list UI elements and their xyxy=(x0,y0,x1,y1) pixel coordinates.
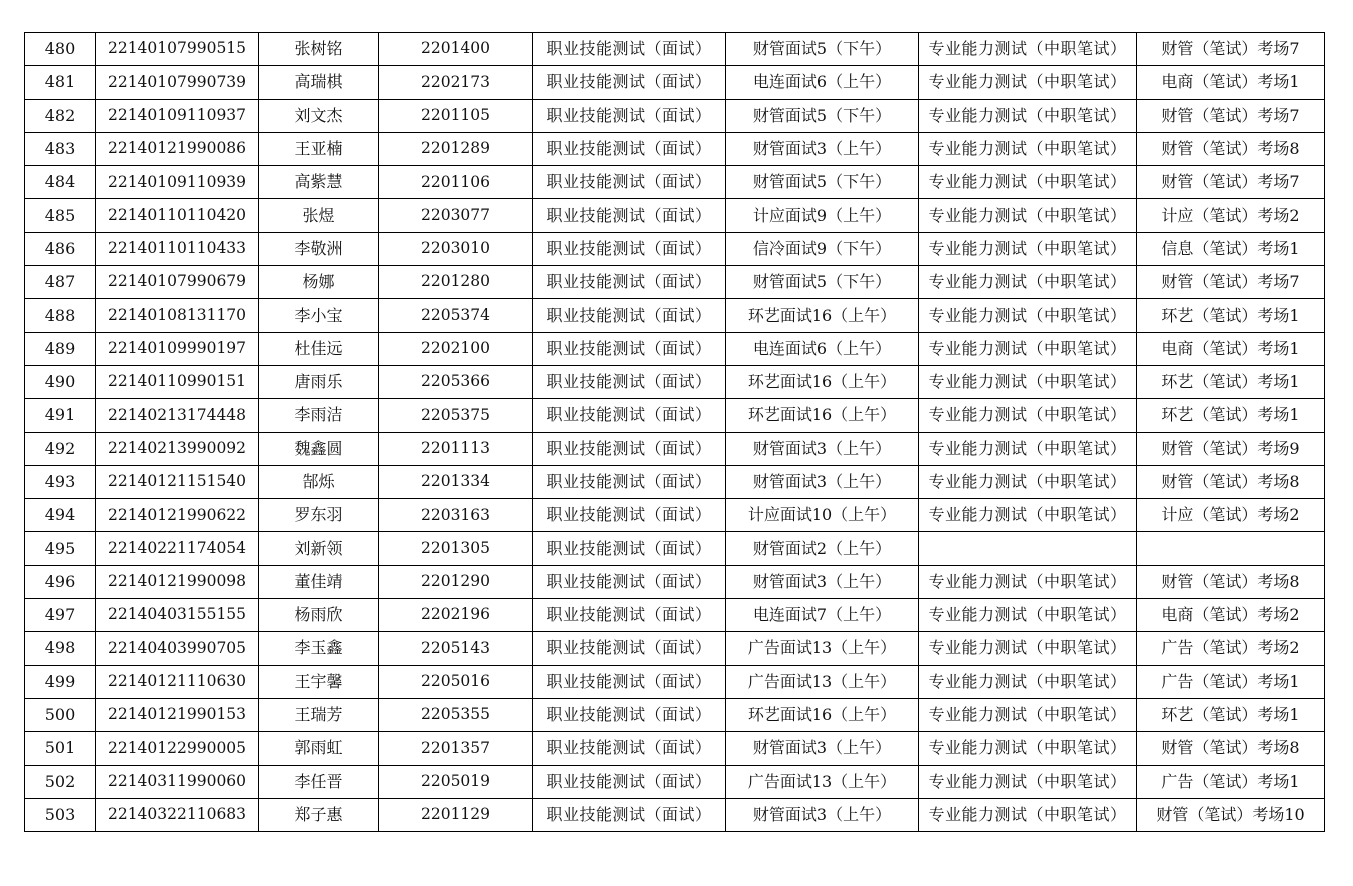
exam1-subject-cell: 职业技能测试（面试） xyxy=(533,266,726,299)
exam2-subject-cell: 专业能力测试（中职笔试） xyxy=(919,665,1137,698)
registration-number-cell: 22140109110939 xyxy=(96,166,259,199)
exam1-room-cell: 环艺面试16（上午） xyxy=(726,299,919,332)
exam2-room-cell: 财管（笔试）考场7 xyxy=(1137,266,1325,299)
exam2-subject-cell: 专业能力测试（中职笔试） xyxy=(919,232,1137,265)
table-row xyxy=(25,465,1325,498)
seq-cell: 495 xyxy=(25,532,96,565)
exam2-room-cell: 环艺（笔试）考场1 xyxy=(1137,399,1325,432)
exam2-room-cell: 广告（笔试）考场1 xyxy=(1137,665,1325,698)
name-cell: 唐雨乐 xyxy=(259,365,379,398)
name-cell: 刘文杰 xyxy=(259,99,379,132)
applicant-number-cell: 2201334 xyxy=(379,465,533,498)
exam1-room-cell: 财管面试5（下午） xyxy=(726,33,919,66)
exam1-room-cell: 环艺面试16（上午） xyxy=(726,399,919,432)
table-row xyxy=(25,33,1325,66)
exam1-subject-cell: 职业技能测试（面试） xyxy=(533,432,726,465)
registration-number-cell: 22140121990098 xyxy=(96,565,259,598)
registration-number-cell: 22140109110937 xyxy=(96,99,259,132)
applicant-number-cell: 2201129 xyxy=(379,798,533,831)
applicant-number-cell: 2203163 xyxy=(379,499,533,532)
exam1-room-cell: 广告面试13（上午） xyxy=(726,632,919,665)
exam2-subject-cell: 专业能力测试（中职笔试） xyxy=(919,266,1137,299)
exam1-subject-cell: 职业技能测试（面试） xyxy=(533,698,726,731)
exam1-subject-cell: 职业技能测试（面试） xyxy=(533,632,726,665)
registration-number-cell: 22140403990705 xyxy=(96,632,259,665)
applicant-number-cell: 2201106 xyxy=(379,166,533,199)
exam2-subject-cell: 专业能力测试（中职笔试） xyxy=(919,499,1137,532)
registration-number-cell: 22140311990060 xyxy=(96,765,259,798)
exam1-room-cell: 财管面试3（上午） xyxy=(726,432,919,465)
exam1-room-cell: 广告面试13（上午） xyxy=(726,765,919,798)
registration-number-cell: 22140221174054 xyxy=(96,532,259,565)
exam1-subject-cell: 职业技能测试（面试） xyxy=(533,33,726,66)
table-row xyxy=(25,399,1325,432)
exam2-subject-cell: 专业能力测试（中职笔试） xyxy=(919,765,1137,798)
seq-cell: 483 xyxy=(25,132,96,165)
exam2-subject-cell: 专业能力测试（中职笔试） xyxy=(919,698,1137,731)
exam2-room-cell: 计应（笔试）考场2 xyxy=(1137,199,1325,232)
seq-cell: 486 xyxy=(25,232,96,265)
table-row xyxy=(25,698,1325,731)
exam2-subject-cell: 专业能力测试（中职笔试） xyxy=(919,565,1137,598)
exam2-room-cell: 广告（笔试）考场2 xyxy=(1137,632,1325,665)
exam2-room-cell: 财管（笔试）考场7 xyxy=(1137,99,1325,132)
exam1-subject-cell: 职业技能测试（面试） xyxy=(533,199,726,232)
applicant-number-cell: 2201280 xyxy=(379,266,533,299)
exam2-room-cell: 财管（笔试）考场7 xyxy=(1137,166,1325,199)
applicant-number-cell: 2205016 xyxy=(379,665,533,698)
exam2-room-cell: 信息（笔试）考场1 xyxy=(1137,232,1325,265)
applicant-number-cell: 2203010 xyxy=(379,232,533,265)
registration-number-cell: 22140107990515 xyxy=(96,33,259,66)
exam1-subject-cell: 职业技能测试（面试） xyxy=(533,299,726,332)
exam2-room-cell: 电商（笔试）考场1 xyxy=(1137,332,1325,365)
applicant-number-cell: 2201290 xyxy=(379,565,533,598)
registration-number-cell: 22140122990005 xyxy=(96,732,259,765)
name-cell: 杨雨欣 xyxy=(259,599,379,632)
table-row xyxy=(25,499,1325,532)
exam1-room-cell: 信冷面试9（下午） xyxy=(726,232,919,265)
name-cell: 高瑞棋 xyxy=(259,66,379,99)
applicant-number-cell: 2201305 xyxy=(379,532,533,565)
registration-number-cell: 22140121990622 xyxy=(96,499,259,532)
exam2-subject-cell: 专业能力测试（中职笔试） xyxy=(919,399,1137,432)
name-cell: 罗东羽 xyxy=(259,499,379,532)
seq-cell: 480 xyxy=(25,33,96,66)
table-row xyxy=(25,665,1325,698)
name-cell: 郜烁 xyxy=(259,465,379,498)
name-cell: 杜佳远 xyxy=(259,332,379,365)
registration-number-cell: 22140121110630 xyxy=(96,665,259,698)
seq-cell: 494 xyxy=(25,499,96,532)
applicant-number-cell: 2205366 xyxy=(379,365,533,398)
exam2-room-cell: 环艺（笔试）考场1 xyxy=(1137,299,1325,332)
table-row xyxy=(25,365,1325,398)
exam2-subject-cell: 专业能力测试（中职笔试） xyxy=(919,798,1137,831)
exam1-room-cell: 电连面试7（上午） xyxy=(726,599,919,632)
exam1-subject-cell: 职业技能测试（面试） xyxy=(533,732,726,765)
exam1-subject-cell: 职业技能测试（面试） xyxy=(533,465,726,498)
exam2-room-cell: 财管（笔试）考场8 xyxy=(1137,465,1325,498)
name-cell: 郑子惠 xyxy=(259,798,379,831)
applicant-number-cell: 2202173 xyxy=(379,66,533,99)
exam1-subject-cell: 职业技能测试（面试） xyxy=(533,166,726,199)
exam1-room-cell: 财管面试3（上午） xyxy=(726,798,919,831)
exam1-subject-cell: 职业技能测试（面试） xyxy=(533,365,726,398)
table-row xyxy=(25,798,1325,831)
seq-cell: 489 xyxy=(25,332,96,365)
seq-cell: 490 xyxy=(25,365,96,398)
applicant-number-cell: 2203077 xyxy=(379,199,533,232)
exam2-room-cell xyxy=(1137,532,1325,565)
exam2-subject-cell: 专业能力测试（中职笔试） xyxy=(919,199,1137,232)
exam1-room-cell: 计应面试10（上午） xyxy=(726,499,919,532)
seq-cell: 497 xyxy=(25,599,96,632)
registration-number-cell: 22140107990739 xyxy=(96,66,259,99)
applicant-number-cell: 2202100 xyxy=(379,332,533,365)
seq-cell: 499 xyxy=(25,665,96,698)
seq-cell: 491 xyxy=(25,399,96,432)
name-cell: 李雨洁 xyxy=(259,399,379,432)
exam1-subject-cell: 职业技能测试（面试） xyxy=(533,332,726,365)
exam2-room-cell: 广告（笔试）考场1 xyxy=(1137,765,1325,798)
table-row xyxy=(25,332,1325,365)
applicant-number-cell: 2205375 xyxy=(379,399,533,432)
exam1-room-cell: 财管面试3（上午） xyxy=(726,132,919,165)
exam2-room-cell: 电商（笔试）考场2 xyxy=(1137,599,1325,632)
exam2-room-cell: 环艺（笔试）考场1 xyxy=(1137,365,1325,398)
exam2-subject-cell: 专业能力测试（中职笔试） xyxy=(919,299,1137,332)
applicant-number-cell: 2201113 xyxy=(379,432,533,465)
exam2-room-cell: 电商（笔试）考场1 xyxy=(1137,66,1325,99)
seq-cell: 485 xyxy=(25,199,96,232)
exam1-room-cell: 财管面试5（下午） xyxy=(726,99,919,132)
seq-cell: 501 xyxy=(25,732,96,765)
table-row xyxy=(25,266,1325,299)
registration-number-cell: 22140213990092 xyxy=(96,432,259,465)
seq-cell: 498 xyxy=(25,632,96,665)
exam1-room-cell: 财管面试3（上午） xyxy=(726,465,919,498)
table-row xyxy=(25,299,1325,332)
exam2-subject-cell xyxy=(919,532,1137,565)
registration-number-cell: 22140108131170 xyxy=(96,299,259,332)
registration-number-cell: 22140110990151 xyxy=(96,365,259,398)
registration-number-cell: 22140322110683 xyxy=(96,798,259,831)
table-row xyxy=(25,765,1325,798)
name-cell: 高紫慧 xyxy=(259,166,379,199)
registration-number-cell: 22140110110433 xyxy=(96,232,259,265)
exam1-room-cell: 财管面试2（上午） xyxy=(726,532,919,565)
seq-cell: 492 xyxy=(25,432,96,465)
exam1-room-cell: 环艺面试16（上午） xyxy=(726,365,919,398)
name-cell: 张煜 xyxy=(259,199,379,232)
applicant-number-cell: 2201357 xyxy=(379,732,533,765)
exam1-room-cell: 财管面试5（下午） xyxy=(726,266,919,299)
table-body xyxy=(25,33,1325,832)
exam2-subject-cell: 专业能力测试（中职笔试） xyxy=(919,599,1137,632)
exam2-room-cell: 财管（笔试）考场8 xyxy=(1137,732,1325,765)
exam2-subject-cell: 专业能力测试（中职笔试） xyxy=(919,66,1137,99)
table-row xyxy=(25,432,1325,465)
table-row xyxy=(25,565,1325,598)
exam1-room-cell: 财管面试3（上午） xyxy=(726,732,919,765)
name-cell: 李敬洲 xyxy=(259,232,379,265)
exam2-room-cell: 计应（笔试）考场2 xyxy=(1137,499,1325,532)
exam2-room-cell: 财管（笔试）考场9 xyxy=(1137,432,1325,465)
exam2-subject-cell: 专业能力测试（中职笔试） xyxy=(919,365,1137,398)
name-cell: 杨娜 xyxy=(259,266,379,299)
exam2-subject-cell: 专业能力测试（中职笔试） xyxy=(919,732,1137,765)
registration-number-cell: 22140110110420 xyxy=(96,199,259,232)
exam2-subject-cell: 专业能力测试（中职笔试） xyxy=(919,33,1137,66)
applicant-number-cell: 2205019 xyxy=(379,765,533,798)
exam1-subject-cell: 职业技能测试（面试） xyxy=(533,532,726,565)
table-row xyxy=(25,732,1325,765)
exam1-subject-cell: 职业技能测试（面试） xyxy=(533,765,726,798)
name-cell: 李小宝 xyxy=(259,299,379,332)
exam1-subject-cell: 职业技能测试（面试） xyxy=(533,399,726,432)
table-row xyxy=(25,132,1325,165)
seq-cell: 493 xyxy=(25,465,96,498)
applicant-number-cell: 2201105 xyxy=(379,99,533,132)
seq-cell: 481 xyxy=(25,66,96,99)
applicant-number-cell: 2201400 xyxy=(379,33,533,66)
exam1-room-cell: 财管面试3（上午） xyxy=(726,565,919,598)
name-cell: 李任晋 xyxy=(259,765,379,798)
exam2-room-cell: 环艺（笔试）考场1 xyxy=(1137,698,1325,731)
seq-cell: 482 xyxy=(25,99,96,132)
registration-number-cell: 22140121151540 xyxy=(96,465,259,498)
applicant-number-cell: 2201289 xyxy=(379,132,533,165)
exam-assignment-table xyxy=(24,32,1325,832)
name-cell: 王宇馨 xyxy=(259,665,379,698)
exam1-subject-cell: 职业技能测试（面试） xyxy=(533,798,726,831)
seq-cell: 484 xyxy=(25,166,96,199)
exam2-subject-cell: 专业能力测试（中职笔试） xyxy=(919,99,1137,132)
exam1-subject-cell: 职业技能测试（面试） xyxy=(533,99,726,132)
exam2-subject-cell: 专业能力测试（中职笔试） xyxy=(919,432,1137,465)
exam2-room-cell: 财管（笔试）考场8 xyxy=(1137,565,1325,598)
applicant-number-cell: 2205143 xyxy=(379,632,533,665)
exam1-room-cell: 财管面试5（下午） xyxy=(726,166,919,199)
exam2-subject-cell: 专业能力测试（中职笔试） xyxy=(919,465,1137,498)
registration-number-cell: 22140403155155 xyxy=(96,599,259,632)
exam1-subject-cell: 职业技能测试（面试） xyxy=(533,132,726,165)
applicant-number-cell: 2205374 xyxy=(379,299,533,332)
exam1-room-cell: 广告面试13（上午） xyxy=(726,665,919,698)
exam1-room-cell: 计应面试9（上午） xyxy=(726,199,919,232)
table-row xyxy=(25,632,1325,665)
exam2-subject-cell: 专业能力测试（中职笔试） xyxy=(919,632,1137,665)
exam1-subject-cell: 职业技能测试（面试） xyxy=(533,499,726,532)
exam1-subject-cell: 职业技能测试（面试） xyxy=(533,66,726,99)
exam2-subject-cell: 专业能力测试（中职笔试） xyxy=(919,166,1137,199)
table-row xyxy=(25,199,1325,232)
registration-number-cell: 22140109990197 xyxy=(96,332,259,365)
exam1-subject-cell: 职业技能测试（面试） xyxy=(533,665,726,698)
seq-cell: 503 xyxy=(25,798,96,831)
exam2-room-cell: 财管（笔试）考场7 xyxy=(1137,33,1325,66)
seq-cell: 502 xyxy=(25,765,96,798)
exam2-room-cell: 财管（笔试）考场8 xyxy=(1137,132,1325,165)
seq-cell: 496 xyxy=(25,565,96,598)
table-row xyxy=(25,166,1325,199)
name-cell: 王亚楠 xyxy=(259,132,379,165)
registration-number-cell: 22140107990679 xyxy=(96,266,259,299)
exam1-room-cell: 电连面试6（上午） xyxy=(726,66,919,99)
exam2-room-cell: 财管（笔试）考场10 xyxy=(1137,798,1325,831)
exam2-subject-cell: 专业能力测试（中职笔试） xyxy=(919,132,1137,165)
name-cell: 魏鑫圆 xyxy=(259,432,379,465)
exam2-subject-cell: 专业能力测试（中职笔试） xyxy=(919,332,1137,365)
name-cell: 刘新领 xyxy=(259,532,379,565)
name-cell: 李玉鑫 xyxy=(259,632,379,665)
seq-cell: 500 xyxy=(25,698,96,731)
registration-number-cell: 22140121990153 xyxy=(96,698,259,731)
applicant-number-cell: 2205355 xyxy=(379,698,533,731)
seq-cell: 488 xyxy=(25,299,96,332)
seq-cell: 487 xyxy=(25,266,96,299)
name-cell: 王瑞芳 xyxy=(259,698,379,731)
exam1-room-cell: 环艺面试16（上午） xyxy=(726,698,919,731)
table-row xyxy=(25,599,1325,632)
exam1-subject-cell: 职业技能测试（面试） xyxy=(533,232,726,265)
registration-number-cell: 22140213174448 xyxy=(96,399,259,432)
table-row xyxy=(25,232,1325,265)
table-row xyxy=(25,532,1325,565)
table-row xyxy=(25,99,1325,132)
exam1-room-cell: 电连面试6（上午） xyxy=(726,332,919,365)
name-cell: 郭雨虹 xyxy=(259,732,379,765)
name-cell: 董佳靖 xyxy=(259,565,379,598)
exam1-subject-cell: 职业技能测试（面试） xyxy=(533,599,726,632)
applicant-number-cell: 2202196 xyxy=(379,599,533,632)
registration-number-cell: 22140121990086 xyxy=(96,132,259,165)
name-cell: 张树铭 xyxy=(259,33,379,66)
table-row xyxy=(25,66,1325,99)
exam1-subject-cell: 职业技能测试（面试） xyxy=(533,565,726,598)
